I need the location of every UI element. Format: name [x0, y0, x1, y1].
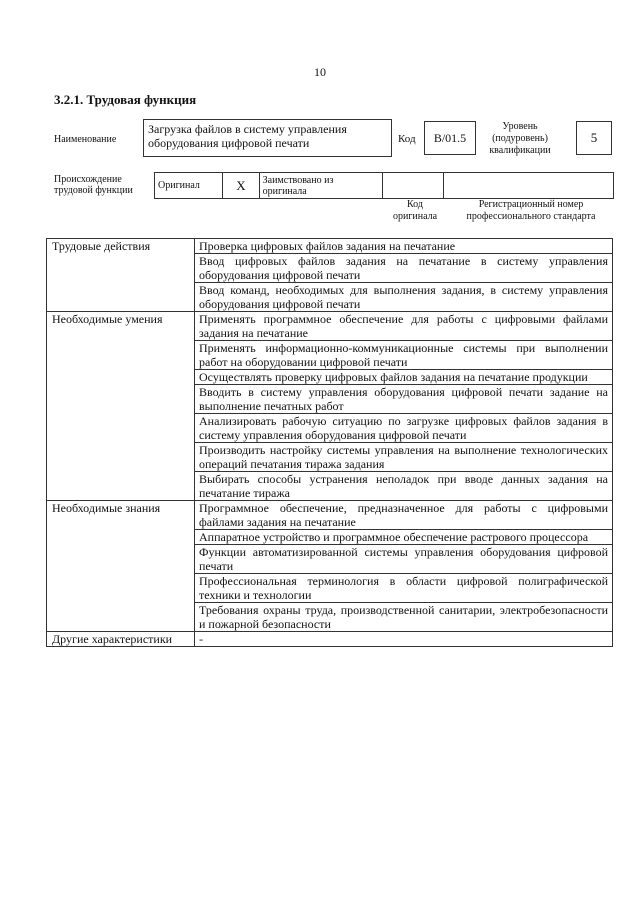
level-label: Уровень (подуровень) квалификации	[489, 121, 551, 156]
section-item: Анализировать рабочую ситуацию по загрузке цифровых файлов задания в систему управления оборудования цифровой печати	[195, 414, 613, 443]
section-item: Осуществлять проверку цифровых файлов задания на печатание продукции	[195, 370, 613, 385]
table-row	[47, 312, 613, 341]
section-item: Функции автоматизированной системы управления оборудования цифровой печати	[195, 545, 613, 574]
section-title: Необходимые знания	[47, 501, 195, 632]
requirements-table	[46, 238, 613, 647]
borrowed-label: Заимствовано из оригинала	[259, 173, 382, 199]
code-original-caption: Код оригинала	[392, 199, 438, 222]
section-item: Проверка цифровых файлов задания на печатание	[195, 239, 613, 254]
table-row	[47, 632, 613, 647]
section-title: Трудовые действия	[47, 239, 195, 312]
section-item: Профессиональная терминология в области цифровой полиграфической техники и технологии	[195, 574, 613, 603]
section-item: Ввод команд, необходимых для выполнения задания, в систему управления оборудования цифровой печати	[195, 283, 613, 312]
level-value: 5	[576, 121, 612, 155]
code-original-cell	[382, 173, 443, 199]
section-item: Вводить в систему управления оборудования цифровой печати задание на выполнение печатных работ	[195, 385, 613, 414]
function-name-value: Загрузка файлов в систему управления оборудования цифровой печати	[143, 119, 392, 157]
section-title: Другие характеристики	[47, 632, 195, 647]
section-item: Требования охраны труда, производственной санитарии, электробезопасности и пожарной безопасности	[195, 603, 613, 632]
table-row	[47, 501, 613, 530]
original-mark: X	[223, 173, 259, 199]
section-title: Необходимые умения	[47, 312, 195, 501]
section-item: Аппаратное устройство и программное обеспечение растрового процессора	[195, 530, 613, 545]
reg-number-caption: Регистрационный номер профессионального стандарта	[466, 199, 596, 222]
reg-number-cell	[444, 173, 614, 199]
name-label: Наименование	[54, 134, 117, 145]
section-heading: 3.2.1. Трудовая функция	[54, 92, 197, 107]
code-label: Код	[398, 133, 416, 145]
section-item: Ввод цифровых файлов задания на печатание в систему управления оборудования цифровой печати	[195, 254, 613, 283]
section-item: -	[195, 632, 613, 647]
section-item: Применять программное обеспечение для работы с цифровыми файлами задания на печатание	[195, 312, 613, 341]
origin-table	[154, 172, 614, 199]
code-value: B/01.5	[424, 121, 476, 155]
section-item: Производить настройку системы управления на выполнение технологических операций печатания тиража задания	[195, 443, 613, 472]
table-row	[47, 239, 613, 254]
section-item: Выбирать способы устранения неполадок при вводе данных задания на печатание тиража	[195, 472, 613, 501]
section-item: Программное обеспечение, предназначенное для работы с цифровыми файлами задания на печатание	[195, 501, 613, 530]
section-item: Применять информационно-коммуникационные системы при выполнении работ на оборудовании цифровой печати	[195, 341, 613, 370]
original-label: Оригинал	[155, 173, 223, 199]
page-number: 10	[314, 65, 326, 79]
origin-label: Происхождение трудовой функции	[54, 174, 133, 196]
